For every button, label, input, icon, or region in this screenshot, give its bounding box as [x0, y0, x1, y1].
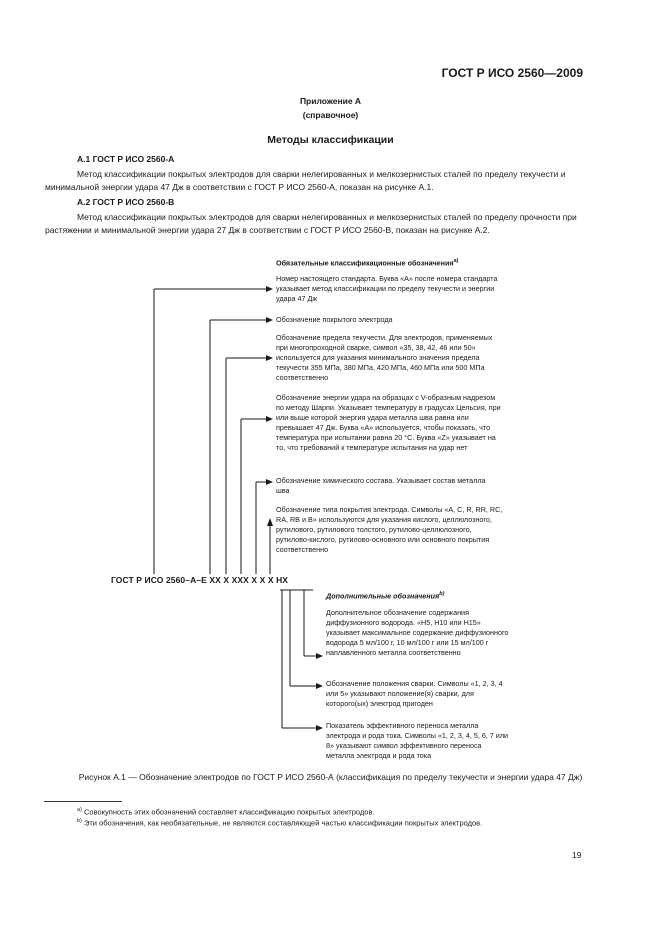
desc-standard-number: Номер настоящего стандарта. Буква «А» после номера стандарта указывает метод классификации по пределу текучести и энергии удара 47 Дж: [276, 274, 498, 303]
arrow-standard-number: [266, 286, 273, 292]
arrow-hydrogen: [316, 653, 323, 659]
page-number: 19: [572, 850, 582, 860]
arrow-yield: [266, 355, 273, 361]
footnote-b: $^{b)}$ Эти обозначения, как необязательные, не являются составляющей частью классификации покрытых электродов.: [77, 818, 483, 828]
optional-heading: Дополнительные обозначения$^{b)}$: [326, 591, 445, 601]
desc-electrode: Обозначение покрытого электрода: [276, 315, 393, 324]
annex-title: Методы классификации: [267, 134, 394, 146]
section-a2-text: Метод классификации покрытых электродов для сварки нелегированных и мелкозернистых сталей по пределу прочности при растяжении и минимальной энергии удара 27 Дж в соответствии с ГОСТ Р ИСО 2560-В, показан на рисунке А.2.: [45, 212, 577, 235]
desc-impact-energy: Обозначение энергии удара на образцах с V-образным надрезом по методу Шарпи. Указывает температуру в градусах Цельсия, при или выше которой энергия удара металла шва равна или превышает 47 Дж. Буква «А» используется, чтобы показать, что температура при испытании равна 20 °С. Буква «Z» указывает на то, что требований к температуре испытания на удар нет: [276, 393, 501, 452]
desc-hydrogen: Дополнительное обозначение содержания диффузионного водорода. «Н5, Н10 или Н15» указывает максимальное содержание диффузионного водорода 5 мл/100 г, 10 мл/100 г или 15 мл/100 г наплавленного металла соответственно: [326, 608, 509, 657]
arrow-covering: [267, 518, 273, 526]
document-header: ГОСТ Р ИСО 2560—2009: [441, 66, 583, 80]
desc-covering-type: Обозначение типа покрытия электрода. Символы «А, С, R, RR, RC, RA, RB и В» используются для указания кислого, целлюлозного, рутилового, рутилового толстого, рутилово-целлюлозного, рутилово-кислого, рутилово-основного или основного покрытия соответственно: [276, 505, 503, 554]
desc-yield-strength: Обозначение предела текучести. Для электродов, применяемых при многопроходной сварке, символ «35, 38, 42, 46 или 50» используется для указания минимального значения предела текучести 355 МПа, 380 МПа, 420 МПа, 460 МПа или 500 МПа соответственно: [276, 333, 493, 382]
designation-code: ГОСТ Р ИСО 2560–А–Е XX X XXX X X X HX: [111, 575, 289, 585]
arrow-impact: [266, 416, 273, 422]
arrow-chemical: [266, 479, 273, 485]
section-a1-heading: А.1 ГОСТ Р ИСО 2560-А: [77, 154, 175, 164]
arrow-recovery: [316, 725, 323, 731]
annex-label: Приложение А: [299, 96, 362, 106]
footnote-separator: [44, 801, 122, 802]
desc-welding-position: Обозначение положения сварки. Символы «1, 2, 3, 4 или 5» указывают положение(я) сварки, для которого(ых) электрод пригоден: [326, 679, 503, 708]
section-a2-heading: А.2 ГОСТ Р ИСО 2560-В: [77, 197, 175, 207]
arrow-electrode: [266, 317, 273, 323]
footnote-a: $^{a)}$ Совокупность этих обозначений составляет классификацию покрытых электродов.: [77, 807, 375, 817]
annex-type: (справочное): [302, 110, 359, 120]
section-a1-text: Метод классификации покрытых электродов для сварки нелегированных и мелкозернистых сталей по пределу текучести и минимальной энергии удара 47 Дж в соответствии с ГОСТ Р ИСО 2560-А, показан на рисунке А.1.: [45, 169, 566, 192]
mandatory-heading: Обязательные классификационные обозначения$^{a)}$: [276, 258, 459, 268]
desc-chemical-composition: Обозначение химического состава. Указывает состав металла шва: [276, 476, 486, 495]
desc-metal-recovery: Показатель эффективного переноса металла электрода и рода тока. Символы «1, 2, 3, 4, 5, 6, 7 или 8» указывают символ эффективного переноса металла электрода и рода тока: [326, 721, 509, 760]
arrow-position: [316, 683, 323, 689]
figure-caption: Рисунок А.1 — Обозначение электродов по ГОСТ Р ИСО 2560-А (классификация по пределу текучести и энергии удара 47 Дж): [78, 772, 583, 782]
